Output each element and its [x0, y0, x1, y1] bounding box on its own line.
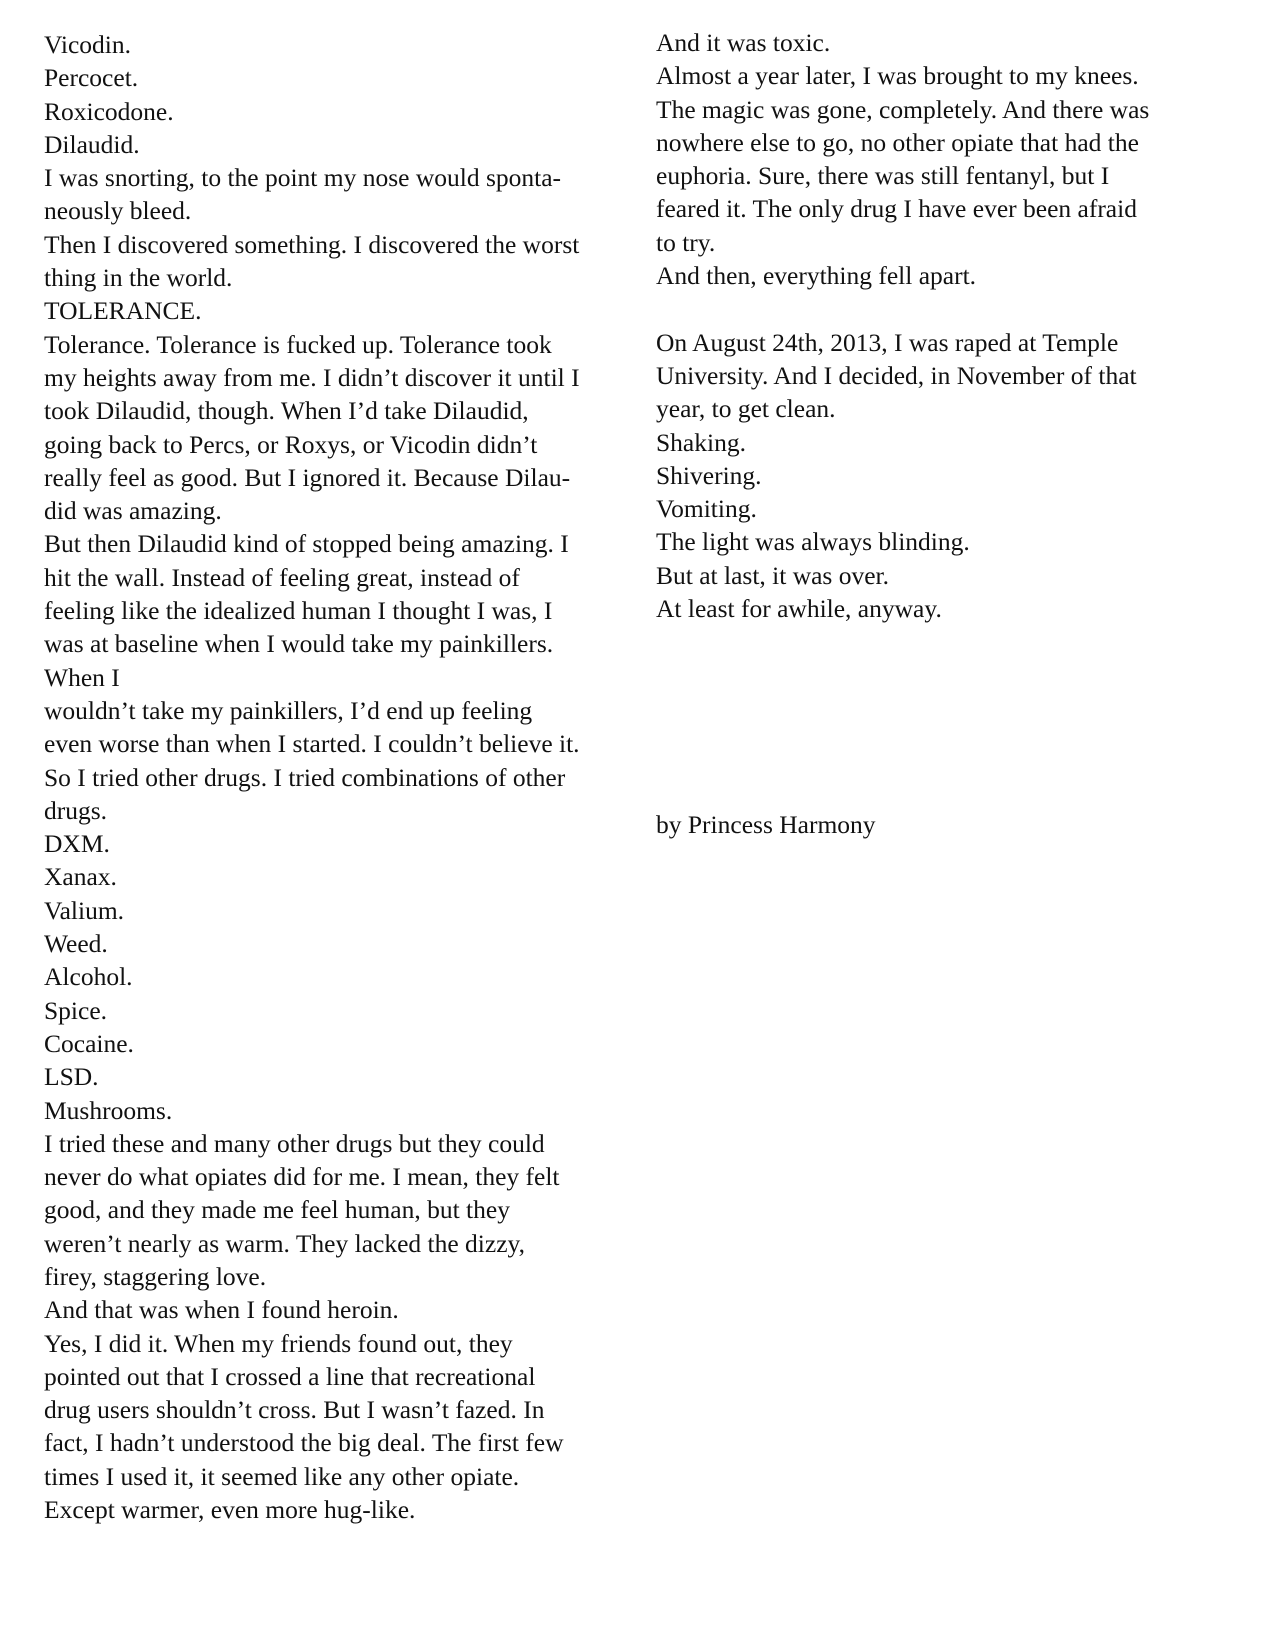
- text-line: Yes, I did it. When my friends found out, they: [44, 1328, 513, 1358]
- text-line: euphoria. Sure, there was still fentanyl, but I: [656, 161, 1110, 191]
- text-line: wouldn’t take my painkillers, I’d end up feeling: [44, 695, 533, 725]
- text-line: When I: [44, 662, 120, 692]
- text-line: But then Dilaudid kind of stopped being amazing. I: [44, 529, 569, 559]
- text-line: really feel as good. But I ignored it. Because Dilau-: [44, 462, 571, 492]
- text-line: I tried these and many other drugs but they could: [44, 1128, 545, 1158]
- text-line: never do what opiates did for me. I mean, they felt: [44, 1162, 560, 1192]
- text-line: going back to Percs, or Roxys, or Vicodin didn’t: [44, 429, 538, 459]
- text-line: weren’t nearly as warm. They lacked the dizzy,: [44, 1228, 525, 1258]
- text-line: neously bleed.: [44, 196, 192, 226]
- text-line: good, and they made me feel human, but they: [44, 1195, 510, 1225]
- text-line: Vicodin.: [44, 30, 131, 59]
- text-line: Percocet.: [44, 63, 139, 93]
- text-line: Except warmer, even more hug-like.: [44, 1495, 416, 1525]
- text-line: The light was always blinding.: [656, 527, 970, 557]
- text-line: my heights away from me. I didn’t discover it until I: [44, 362, 580, 392]
- text-line: times I used it, it seemed like any other opiate.: [44, 1461, 520, 1491]
- text-line: did was amazing.: [44, 496, 222, 526]
- text-line: Xanax.: [44, 862, 117, 892]
- text-line: Weed.: [44, 929, 108, 959]
- text-line: Almost a year later, I was brought to my knees.: [656, 61, 1139, 91]
- text-line: Roxicodone.: [44, 96, 174, 126]
- text-line: [656, 292, 1149, 325]
- text-line: On August 24th, 2013, I was raped at Temple: [656, 327, 1119, 357]
- text-line: Shivering.: [656, 460, 762, 490]
- text-line: pointed out that I crossed a line that recreational: [44, 1361, 536, 1391]
- text-line: I was snorting, to the point my nose would sponta-: [44, 163, 562, 193]
- text-line: Cocaine.: [44, 1028, 134, 1058]
- text-line: But at last, it was over.: [656, 560, 890, 590]
- text-line: Alcohol.: [44, 962, 133, 992]
- text-line: And then, everything fell apart.: [656, 261, 977, 291]
- text-line: feared it. The only drug I have ever been afraid: [656, 194, 1137, 224]
- text-line: drugs.: [44, 795, 108, 825]
- text-line: Tolerance. Tolerance is fucked up. Tolerance took: [44, 329, 552, 359]
- text-line: year, to get clean.: [656, 394, 836, 424]
- text-line: Then I discovered something. I discovered the worst: [44, 229, 580, 259]
- text-line: University. And I decided, in November of that: [656, 360, 1137, 390]
- text-line: The magic was gone, completely. And there was: [656, 94, 1150, 124]
- text-line: feeling like the idealized human I thought I was, I: [44, 596, 553, 626]
- text-line: TOLERANCE.: [44, 296, 202, 326]
- text-line: fact, I hadn’t understood the big deal. The first few: [44, 1428, 564, 1458]
- text-line: And it was toxic.: [656, 28, 831, 57]
- text-line: Valium.: [44, 895, 125, 925]
- text-line: hit the wall. Instead of feeling great, instead of: [44, 562, 520, 592]
- text-line: At least for awhile, anyway.: [656, 594, 942, 624]
- text-line: Spice.: [44, 995, 108, 1025]
- text-line: Dilaudid.: [44, 129, 140, 159]
- text-line: Shaking.: [656, 427, 746, 457]
- text-line: Vomiting.: [656, 494, 757, 524]
- text-line: LSD.: [44, 1062, 99, 1092]
- text-line: drug users shouldn’t cross. But I wasn’t fazed. In: [44, 1395, 545, 1425]
- text-line: nowhere else to go, no other opiate that had the: [656, 127, 1139, 157]
- text-line: DXM.: [44, 829, 110, 859]
- left-column: [44, 28, 580, 1526]
- text-line: And that was when I found heroin.: [44, 1295, 399, 1325]
- text-line: was at baseline when I would take my painkillers.: [44, 629, 554, 659]
- text-line: even worse than when I started. I couldn’t believe it.: [44, 729, 580, 759]
- text-line: took Dilaudid, though. When I’d take Dilaudid,: [44, 396, 529, 426]
- right-column: [656, 26, 1149, 625]
- byline: by Princess Harmony: [656, 810, 876, 839]
- text-line: thing in the world.: [44, 263, 233, 293]
- text-line: So I tried other drugs. I tried combinations of other: [44, 762, 566, 792]
- text-line: to try.: [656, 227, 716, 257]
- text-line: Mushrooms.: [44, 1095, 173, 1125]
- text-line: firey, staggering love.: [44, 1261, 267, 1291]
